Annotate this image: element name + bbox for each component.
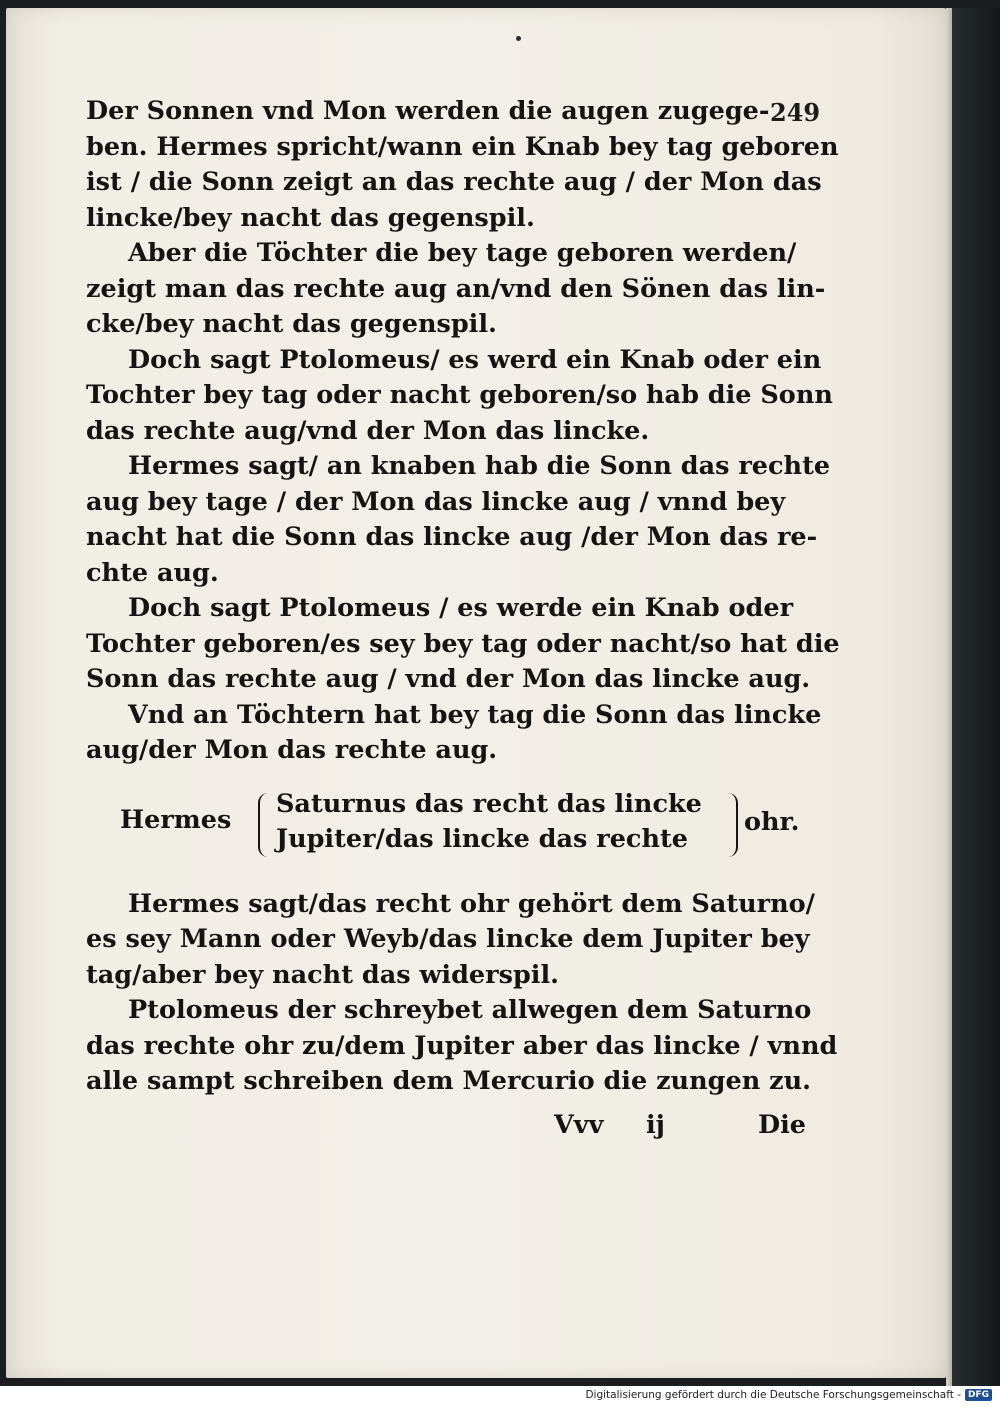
text-line: ist / die Sonn zeigt an das rechte aug / der Mon das xyxy=(86,167,822,197)
paragraph xyxy=(86,94,839,236)
ink-fleck xyxy=(516,36,521,41)
text-line: cke/bey nacht das gegenspil. xyxy=(86,309,497,339)
digitization-credit xyxy=(585,1389,992,1401)
text-line: Aber die Töchter die bey tage geboren werden/ xyxy=(128,238,797,268)
text-line: chte aug. xyxy=(86,557,219,588)
brace-table xyxy=(86,787,826,865)
text-line: Ptolomeus der schreybet allwegen dem Saturno xyxy=(128,995,812,1025)
paragraphs-before-table xyxy=(86,94,840,769)
signature-mark: Vvv xyxy=(554,1109,604,1140)
credit-text: Digitalisierung gefördert durch die Deutsche Forschungsgemeinschaft - xyxy=(585,1389,961,1401)
brace-item: Saturnus das recht das lincke xyxy=(276,788,702,819)
text-line: Tochter bey tag oder nacht geboren/so hab die Sonn xyxy=(86,380,833,410)
paragraph xyxy=(86,887,826,994)
paragraph xyxy=(86,449,831,591)
brace-items xyxy=(276,787,702,858)
dfg-logo: DFG xyxy=(965,1389,992,1401)
catchword: Die xyxy=(758,1109,807,1140)
text-line: ben. Hermes spricht/wann ein Knab bey tag geboren xyxy=(86,131,839,162)
footer-line xyxy=(86,1108,826,1144)
paragraph xyxy=(86,993,838,1100)
page-number: 249 xyxy=(770,98,821,127)
brace-label: Hermes xyxy=(120,804,232,835)
text-line: aug bey tage / der Mon das lincke aug / vnnd bey xyxy=(86,486,786,517)
paragraph xyxy=(86,236,826,343)
text-line: nacht hat die Sonn das lincke aug /der Mon das re- xyxy=(86,522,818,552)
text-line: das rechte aug/vnd der Mon das lincke. xyxy=(86,415,650,446)
brace-target: ohr. xyxy=(744,806,800,837)
text-line: aug/der Mon das rechte aug. xyxy=(86,735,498,765)
paragraph xyxy=(86,343,833,450)
text-line: Doch sagt Ptolomeus / es werde ein Knab oder xyxy=(128,593,794,623)
text-line: Hermes sagt/ an knaben hab die Sonn das rechte xyxy=(128,451,831,481)
text-line: Der Sonnen vnd Mon werden die augen zugege- xyxy=(86,96,770,126)
brace-item: Jupiter/das lincke das rechte xyxy=(276,824,688,854)
text-line: es sey Mann oder Weyb/das lincke dem Jupiter bey xyxy=(86,924,810,954)
paragraphs-after-table xyxy=(86,887,838,1100)
text-line: lincke/bey nacht das gegenspil. xyxy=(86,202,535,233)
page-text xyxy=(86,94,840,1144)
text-line: Sonn das rechte aug / vnd der Mon das lincke aug. xyxy=(86,664,811,694)
text-line: das rechte ohr zu/dem Jupiter aber das lincke / vnnd xyxy=(86,1030,838,1061)
text-line: tag/aber bey nacht das widerspil. xyxy=(86,959,560,990)
paragraph xyxy=(86,698,826,769)
left-brace xyxy=(258,793,274,857)
text-line: Doch sagt Ptolomeus/ es werd ein Knab oder ein xyxy=(128,344,822,375)
text-line: zeigt man das rechte aug an/vnd den Sönen das lin- xyxy=(86,273,826,304)
right-brace xyxy=(722,793,738,857)
paragraph xyxy=(86,591,840,698)
page-edge xyxy=(946,8,1000,1386)
text-line: Hermes sagt/das recht ohr gehört dem Saturno/ xyxy=(128,888,815,919)
text-line: Vnd an Töchtern hat bey tag die Sonn das lincke xyxy=(128,699,822,730)
text-line: Tochter geboren/es sey bey tag oder nacht/so hat die xyxy=(86,628,840,659)
signature-leaf: ij xyxy=(646,1109,665,1140)
text-line: alle sampt schreiben dem Mercurio die zungen zu. xyxy=(86,1066,812,1096)
next-sheet-edge xyxy=(946,8,952,1386)
